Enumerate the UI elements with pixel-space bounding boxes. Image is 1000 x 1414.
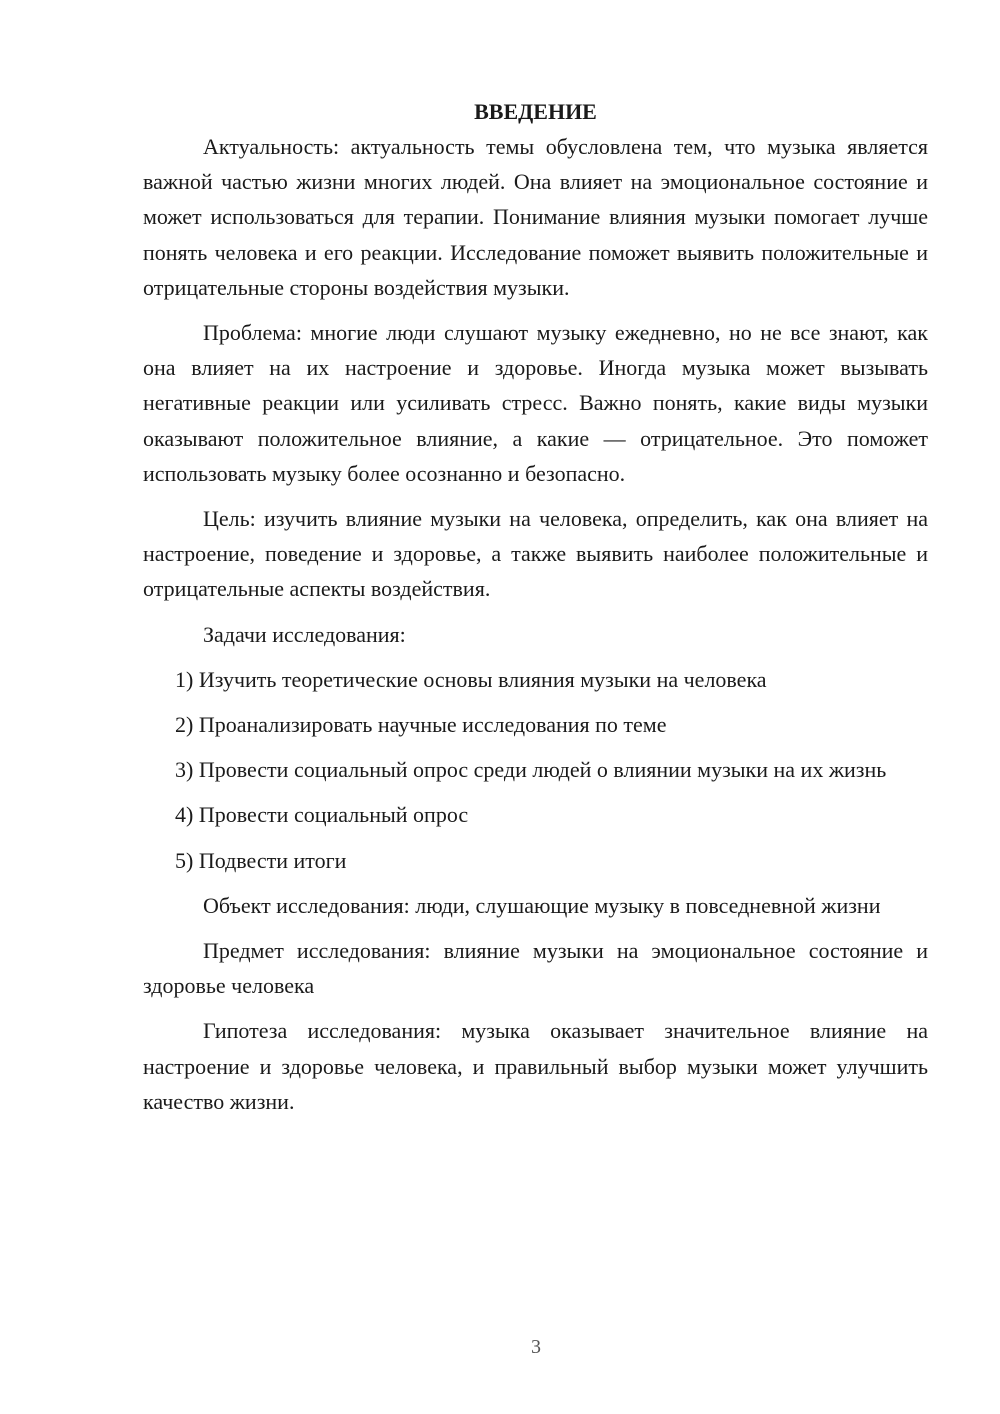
task-item-4: 4) Провести социальный опрос <box>175 802 469 828</box>
paragraph-relevance: Актуальность: актуальность темы обусловлена тем, что музыка является важной частью жизни многих людей. Она влияет на эмоциональное состояние и может использоваться для терапии. Понимание влияния музыки помогает лучше понять человека и его реакции. Исследование поможет выявить положительные и отрицательные стороны воздействия музыки. <box>143 134 928 300</box>
task-item-5: 5) Подвести итоги <box>175 847 347 873</box>
paragraph-goal: Цель: изучить влияние музыки на человека, определить, как она влияет на настроение, поведение и здоровье, а также выявить наиболее положительные и отрицательные аспекты воздействия. <box>143 506 928 602</box>
document-page <box>143 94 928 1129</box>
task-item-3: 3) Провести социальный опрос среди людей о влиянии музыки на их жизнь <box>175 757 887 783</box>
page-number: 3 <box>531 1336 541 1358</box>
task-item-2: 2) Проанализировать научные исследования по теме <box>175 712 667 738</box>
paragraph-problem: Проблема: многие люди слушают музыку ежедневно, но не все знают, как она влияет на их настроение и здоровье. Иногда музыка может вызывать негативные реакции или усиливать стресс. Важно понять, какие виды музыки оказывают положительное влияние, а какие — отрицательное. Это поможет использовать музыку более осознанно и безопасно. <box>143 320 928 486</box>
paragraph-object: Объект исследования: люди, слушающие музыку в повседневной жизни <box>203 892 881 918</box>
paragraph-tasks-heading: Задачи исследования: <box>203 621 406 647</box>
paragraph-hypothesis: Гипотеза исследования: музыка оказывает значительное влияние на настроение и здоровье человека, и правильный выбор музыки может улучшить качество жизни. <box>143 1018 928 1114</box>
task-item-1: 1) Изучить теоретические основы влияния музыки на человека <box>175 666 767 692</box>
paragraph-subject: Предмет исследования: влияние музыки на эмоциональное состояние и здоровье человека <box>143 938 928 999</box>
section-title: ВВЕДЕНИЕ <box>474 99 597 124</box>
